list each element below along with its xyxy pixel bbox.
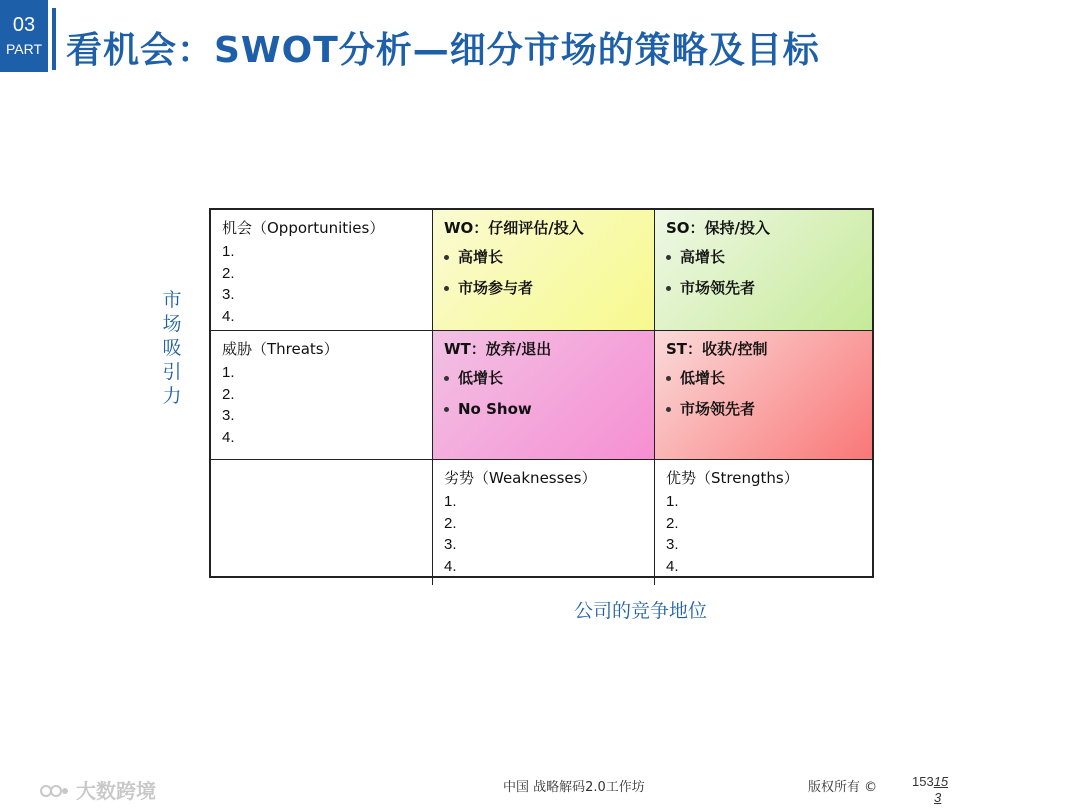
wo-cell <box>433 210 655 331</box>
part-label: PART <box>5 41 43 57</box>
list-item: 2. <box>222 385 235 403</box>
wo-heading: WO：仔细评估/投入 <box>444 219 584 237</box>
bullet-item <box>444 369 643 388</box>
so-bullets <box>666 248 861 298</box>
list-item: 2. <box>666 514 679 532</box>
bullet-text: 高增长 <box>680 248 726 266</box>
page-number <box>912 774 952 806</box>
list-item: 3. <box>666 536 679 553</box>
y-axis-char: 市 <box>162 289 182 311</box>
bullet-text: 市场领先者 <box>680 279 756 297</box>
footer-workshop: 中国 战略解码2.0工作坊 <box>503 780 645 795</box>
bullet-dot-icon <box>666 376 671 381</box>
swot-matrix <box>209 208 874 578</box>
part-badge <box>0 0 48 72</box>
bullet-text: 高增长 <box>458 248 504 266</box>
bullet-item <box>666 369 861 388</box>
bullet-dot-icon <box>666 286 671 291</box>
bullet-text: 市场参与者 <box>458 279 534 297</box>
y-axis-char: 引 <box>162 361 182 383</box>
st-cell <box>655 331 872 460</box>
list-item: 3. <box>444 536 457 553</box>
bullet-item <box>444 279 643 298</box>
bullet-item <box>444 400 643 419</box>
bullet-dot-icon <box>666 255 671 260</box>
y-axis-char: 吸 <box>162 337 182 359</box>
threats-heading: 威胁（Threats） <box>222 340 339 358</box>
threats-list <box>222 362 421 448</box>
bullet-item <box>666 400 861 419</box>
bullet-text: 低增长 <box>458 369 504 387</box>
weaknesses-list <box>444 491 643 577</box>
bullet-dot-icon <box>444 255 449 260</box>
strengths-list <box>666 491 861 577</box>
page-number-italic-top: 15 <box>933 774 949 789</box>
opportunities-heading: 机会（Opportunities） <box>222 219 385 237</box>
strengths-cell <box>655 460 872 585</box>
watermark-text: 大数跨境 <box>76 779 156 803</box>
watermark-logo-icon <box>40 781 70 799</box>
watermark <box>40 775 156 804</box>
so-heading: SO：保持/投入 <box>666 219 771 237</box>
footer-copyright: 版权所有 © <box>808 780 878 795</box>
weaknesses-cell <box>433 460 655 585</box>
list-item: 2. <box>222 264 235 282</box>
bullet-item <box>666 248 861 267</box>
list-item: 4. <box>222 307 235 325</box>
y-axis-label <box>160 288 184 408</box>
bullet-text: No Show <box>458 400 532 418</box>
bullet-item <box>444 248 643 267</box>
list-item: 3. <box>222 407 235 424</box>
so-cell <box>655 210 872 331</box>
strengths-heading: 优势（Strengths） <box>666 469 799 487</box>
wt-heading: WT：放弃/退出 <box>444 340 552 358</box>
wt-cell <box>433 331 655 460</box>
st-heading: ST：收获/控制 <box>666 340 768 358</box>
wo-bullets <box>444 248 643 298</box>
threats-cell <box>211 331 433 460</box>
part-number: 03 <box>12 14 36 36</box>
list-item: 4. <box>444 557 457 575</box>
empty-corner-cell <box>211 460 433 585</box>
y-axis-char: 力 <box>162 385 182 407</box>
bullet-dot-icon <box>444 407 449 412</box>
title-accent-bar <box>52 8 56 70</box>
bullet-dot-icon <box>444 376 449 381</box>
y-axis-char: 场 <box>162 313 182 335</box>
list-item: 4. <box>666 557 679 575</box>
list-item: 1. <box>444 493 457 510</box>
x-axis-label: 公司的竞争地位 <box>574 600 708 622</box>
wt-bullets <box>444 369 643 419</box>
list-item: 1. <box>222 243 235 260</box>
list-item: 2. <box>444 514 457 532</box>
list-item: 3. <box>222 286 235 303</box>
page-number-italic-bottom: 3 <box>934 790 942 805</box>
page-number-main: 153 <box>912 774 934 789</box>
opportunities-list <box>222 241 421 327</box>
bullet-dot-icon <box>666 407 671 412</box>
bullet-text: 市场领先者 <box>680 400 756 418</box>
bullet-dot-icon <box>444 286 449 291</box>
st-bullets <box>666 369 861 419</box>
list-item: 1. <box>222 364 235 381</box>
bullet-item <box>666 279 861 298</box>
opportunities-cell <box>211 210 433 331</box>
weaknesses-heading: 劣势（Weaknesses） <box>444 469 597 487</box>
list-item: 1. <box>666 493 679 510</box>
list-item: 4. <box>222 428 235 446</box>
page-title: 看机会：SWOT分析—细分市场的策略及目标 <box>66 30 820 71</box>
bullet-text: 低增长 <box>680 369 726 387</box>
